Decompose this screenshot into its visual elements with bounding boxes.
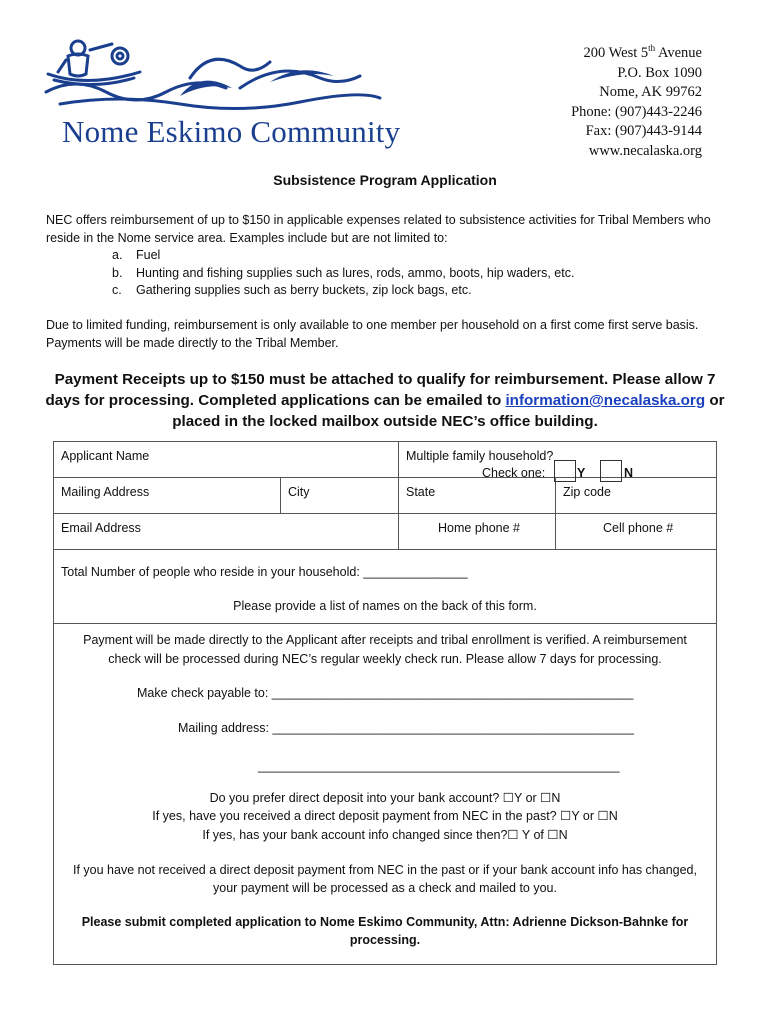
example-text: Hunting and fishing supplies such as lures, rods, ammo, boots, hip waders, etc.	[136, 265, 575, 280]
payable-to-field[interactable]: Make check payable to: ____________________________________________________	[137, 686, 634, 700]
zip-label: Zip code	[563, 485, 611, 499]
direct-deposit-question[interactable]: Do you prefer direct deposit into your bank account? ☐Y or ☐N	[209, 791, 561, 805]
payment-info-line-2: check will be processed during NEC’s regular weekly check run. Please allow 7 days for processing.	[108, 652, 662, 666]
application-form	[53, 441, 717, 965]
contact-address	[571, 44, 702, 162]
po-box: P.O. Box 1090	[617, 64, 702, 81]
nec-logo	[40, 34, 400, 154]
example-item	[112, 265, 574, 283]
notice-paragraph: Payment Receipts up to $150 must be attached to qualify for reimbursement. Please allow 7 days for processing. Completed applications can be emailed to information@necalaska.org or placed in the locked mailbox outside NEC’s office building.	[45, 371, 725, 430]
phone-line: Phone: (907)443-2246	[571, 103, 702, 120]
multiple-household-label: Multiple family household?	[406, 449, 554, 463]
organization-logo-name: Nome Eskimo Community	[62, 114, 401, 149]
check-note-line-2: your payment will be processed as a check and mailed to you.	[213, 881, 557, 895]
check-note-line-1: If you have not received a direct deposit payment from NEC in the past or if your bank account info has changed,	[73, 863, 697, 877]
logo-artwork	[40, 34, 400, 119]
fax-line: Fax: (907)443-9144	[585, 123, 702, 140]
household-yes-checkbox[interactable]	[554, 460, 576, 482]
previous-deposit-question[interactable]: If yes, have you received a direct deposit payment from NEC in the past? ☐Y or ☐N	[152, 809, 618, 823]
city-label: City	[288, 485, 310, 499]
applicant-name-label: Applicant Name	[61, 449, 150, 463]
check-one-label: Check one:	[482, 466, 546, 480]
state-label: State	[406, 485, 436, 499]
street-line: 200 West 5th Avenue	[583, 43, 702, 61]
examples-list	[112, 247, 574, 300]
mailing-address-extra-line[interactable]: ____________________________________________________	[258, 759, 620, 773]
names-list-note: Please provide a list of names on the back of this form.	[233, 599, 537, 613]
example-text: Gathering supplies such as berry buckets, zip lock bags, etc.	[136, 283, 472, 297]
mailing-address-label: Mailing Address	[61, 485, 150, 499]
household-no-checkbox[interactable]	[600, 460, 622, 482]
household-total-field[interactable]: Total Number of people who reside in your household: _______________	[61, 565, 468, 579]
payment-info-line-1: Payment will be made directly to the Applicant after receipts and tribal enrollment is verified. A reimbursement	[83, 633, 687, 647]
funding-paragraph: Due to limited funding, reimbursement is only available to one member per household on a first come first serve basis. Payments will be made directly to the Tribal Member.	[46, 318, 699, 350]
page-title: Subsistence Program Application	[273, 172, 497, 188]
no-label: N	[624, 466, 634, 480]
city-line: Nome, AK 99762	[599, 84, 702, 101]
intro-paragraph: NEC offers reimbursement of up to $150 in applicable expenses related to subsistence activities for Tribal Members who reside in the Nome service area. Examples include but are not limited to:	[46, 213, 711, 245]
cell-phone-label: Cell phone #	[603, 521, 674, 535]
submit-instructions-line-1: Please submit completed application to Nome Eskimo Community, Attn: Adrienne Dickson-Bahnke for	[81, 915, 689, 929]
example-item	[112, 282, 574, 300]
example-marker: a.	[112, 248, 123, 262]
email-address-label: Email Address	[61, 521, 141, 535]
example-item	[112, 247, 574, 265]
website-line: www.necalaska.org	[588, 142, 702, 159]
home-phone-label: Home phone #	[438, 521, 521, 535]
submit-instructions-line-2: processing.	[349, 933, 421, 947]
email-link[interactable]: information@necalaska.org	[505, 392, 706, 409]
example-marker: b.	[112, 265, 123, 280]
bank-info-changed-question[interactable]: If yes, has your bank account info changed since then?☐ Y of ☐N	[202, 828, 568, 842]
mailing-address-field[interactable]: Mailing address: ____________________________________________________	[178, 721, 634, 735]
yes-label: Y	[577, 466, 586, 480]
example-marker: c.	[112, 283, 122, 297]
example-text: Fuel	[136, 248, 161, 262]
